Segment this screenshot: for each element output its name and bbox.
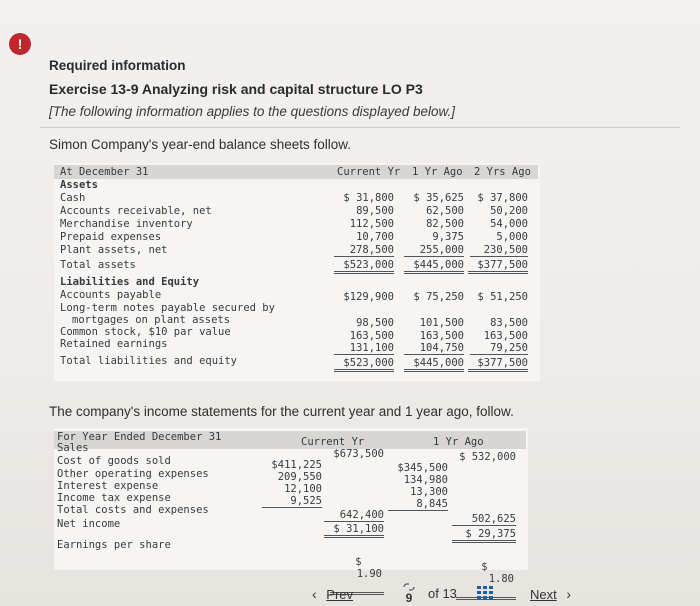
value-cell: 104,750 (404, 342, 464, 355)
row-label: Net income (57, 518, 121, 530)
value-cell: 1.90 (356, 568, 382, 580)
prev-label: Prev (326, 587, 354, 602)
info-note: [The following information applies to the questions displayed below.] (49, 104, 455, 119)
col-current-yr: Current Yr (337, 166, 401, 178)
next-button[interactable] (530, 586, 571, 602)
current-page: 9 (405, 591, 413, 605)
value-cell: $523,000 (334, 259, 394, 274)
assets-heading: Assets (60, 179, 98, 191)
next-label: Next (530, 587, 557, 602)
value-cell: $ 31,100 (324, 523, 384, 538)
row-label: Interest expense (57, 480, 159, 492)
value-cell: 230,500 (470, 244, 528, 257)
chevron-right-icon: › (566, 586, 572, 602)
value-cell: 278,500 (334, 244, 394, 257)
chevron-left-icon: ‹ (312, 586, 317, 602)
row-label: Accounts receivable, net (60, 205, 212, 217)
value-cell: 502,625 (452, 513, 516, 526)
value-cell: 9,525 (262, 495, 322, 508)
value-cell: $345,500 (397, 462, 448, 474)
value-cell: 54,000 (490, 218, 528, 230)
row-label: Long-term notes payable secured by (60, 302, 275, 314)
value-cell: $377,500 (468, 259, 528, 274)
balance-header-label: At December 31 (60, 166, 149, 178)
row-label: Earnings per share (57, 539, 171, 551)
row-label: Total assets (60, 259, 136, 271)
value-cell: 98,500 (356, 317, 394, 329)
row-label: Accounts payable (60, 289, 162, 301)
page-selector[interactable] (398, 583, 420, 603)
value-cell: 163,500 (483, 330, 528, 342)
row-label: Total costs and expenses (57, 504, 209, 516)
value-cell: 5,000 (496, 231, 528, 243)
value-cell: $411,225 (271, 459, 322, 471)
row-label: Other operating expenses (57, 468, 209, 480)
value-cell: 10,700 (356, 231, 394, 243)
value-cell: 50,200 (490, 205, 528, 217)
value-cell: 255,000 (404, 244, 464, 257)
col-2-yrs-ago: 2 Yrs Ago (474, 166, 531, 178)
row-label: Prepaid expenses (60, 231, 162, 243)
col-1-yr-ago: 1 Yr Ago (412, 166, 463, 178)
income-intro: The company's income statements for the current year and 1 year ago, follow. (49, 404, 514, 419)
alert-icon: ! (9, 33, 31, 55)
required-info-title: Required information (49, 58, 186, 73)
value-cell: $ 532,000 (459, 451, 516, 463)
col-current-yr: Current Yr (301, 436, 365, 448)
value-cell: $129,900 (343, 291, 394, 303)
value-cell: $ 35,625 (413, 192, 464, 204)
row-label: Cash (60, 192, 86, 204)
row-label: Sales (57, 442, 89, 454)
value-cell: $523,000 (334, 357, 394, 372)
link-icon (403, 583, 415, 591)
row-label: Total liabilities and equity (60, 355, 238, 367)
value-cell: 131,100 (334, 342, 394, 355)
value-cell: 101,500 (419, 317, 464, 329)
page-total: of 13 (428, 586, 457, 601)
value-cell: 62,500 (426, 205, 464, 217)
value-cell: $ 51,250 (477, 291, 528, 303)
income-header-label: For Year Ended December 31 (57, 431, 222, 443)
divider (40, 127, 680, 128)
value-cell: 8,845 (388, 498, 448, 511)
value-cell: $ 37,800 (477, 192, 528, 204)
value-cell: $445,000 (404, 357, 464, 372)
value-cell: $377,500 (468, 357, 528, 372)
value-cell: 163,500 (349, 330, 394, 342)
exercise-title: Exercise 13-9 Analyzing risk and capital structure LO P3 (49, 81, 423, 97)
value-cell: 9,375 (432, 231, 464, 243)
row-label: Cost of goods sold (57, 455, 171, 467)
value-cell: 12,100 (284, 483, 322, 495)
grid-icon[interactable] (477, 586, 493, 600)
row-label: Retained earnings (60, 338, 168, 350)
value-cell: $445,000 (404, 259, 464, 274)
currency-sign: $ (355, 556, 362, 568)
row-label: Common stock, $10 par value (60, 326, 231, 338)
value-cell: 1.80 (488, 573, 514, 585)
value-cell: 134,980 (403, 474, 448, 486)
prev-button[interactable] (312, 586, 353, 602)
value-cell: 112,500 (349, 218, 394, 230)
value-cell: $ 31,800 (343, 192, 394, 204)
value-cell: 83,500 (490, 317, 528, 329)
row-label: Income tax expense (57, 492, 171, 504)
value-cell: $673,500 (333, 448, 384, 460)
value-cell: $ 29,375 (452, 528, 516, 543)
currency-sign: $ (481, 561, 488, 573)
value-cell: 209,550 (277, 471, 322, 483)
row-label: Plant assets, net (60, 244, 168, 256)
balance-intro: Simon Company's year-end balance sheets follow. (49, 137, 351, 152)
value-cell: 163,500 (419, 330, 464, 342)
value-cell: 642,400 (324, 509, 384, 522)
row-label: Merchandise inventory (60, 218, 193, 230)
value-cell: 79,250 (470, 342, 528, 355)
value-cell: 13,300 (410, 486, 448, 498)
row-label: mortgages on plant assets (72, 314, 231, 326)
value-cell: 82,500 (426, 218, 464, 230)
liab-equity-heading: Liabilities and Equity (60, 276, 200, 288)
col-1-yr-ago: 1 Yr Ago (433, 436, 484, 448)
value-cell: 89,500 (356, 205, 394, 217)
value-cell: $ 75,250 (413, 291, 464, 303)
